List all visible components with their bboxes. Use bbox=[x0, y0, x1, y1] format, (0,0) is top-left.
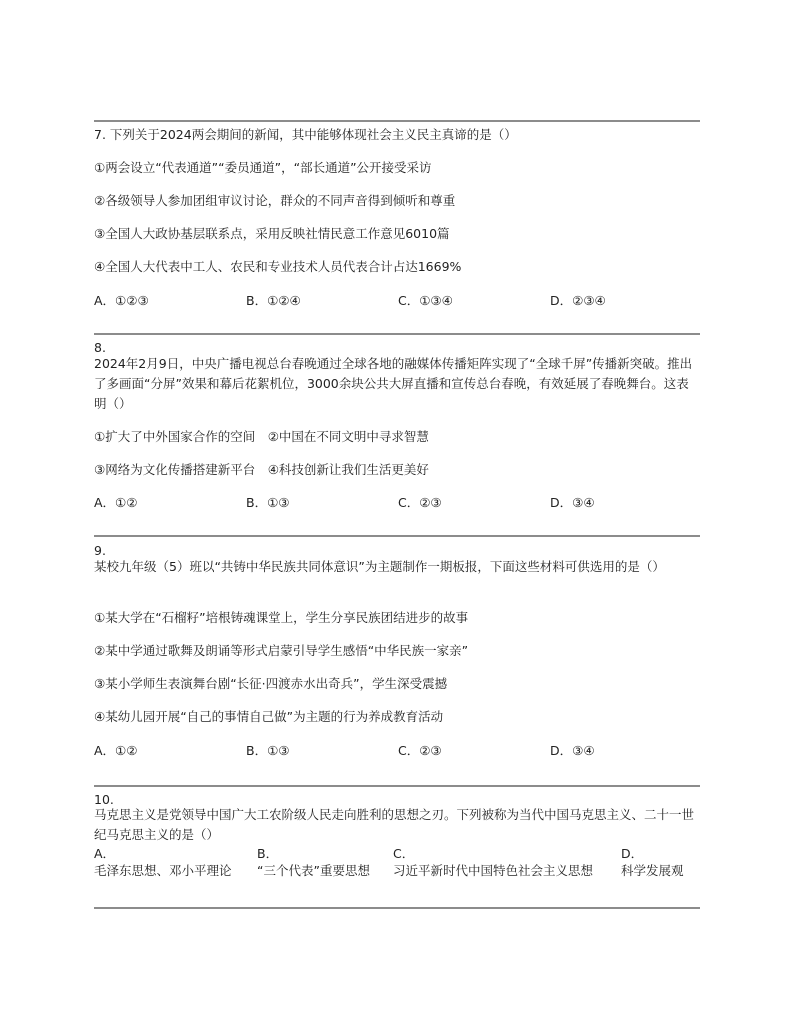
q10-option-b-letter[interactable]: B． bbox=[257, 846, 279, 861]
q9-stem: 某校九年级（5）班以“共铸中华民族共同体意识”为主题制作一期板报，下面这些材料可供选用的是（） bbox=[94, 559, 665, 574]
divider-bottom bbox=[94, 907, 700, 909]
q8-option-a[interactable]: A．①② bbox=[94, 495, 138, 510]
q7-item-4: ④全国人大代表中工人、农民和专业技术人员代表合计占达1669% bbox=[94, 259, 462, 274]
q7-item-2: ②各级领导人参加团组审议讨论，群众的不同声音得到倾听和尊重 bbox=[94, 193, 456, 208]
q8-items-row-2: ③网络为文化传播搭建新平台 ④科技创新让我们生活更美好 bbox=[94, 462, 429, 477]
q7-option-c[interactable]: C．①③④ bbox=[398, 293, 453, 308]
q7-item-3: ③全国人大政协基层联系点，采用反映社情民意工作意见6010篇 bbox=[94, 226, 450, 241]
divider-q9-top bbox=[94, 535, 700, 537]
q10-option-a-letter[interactable]: A． bbox=[94, 846, 116, 861]
q8-option-b[interactable]: B．①③ bbox=[246, 495, 290, 510]
q8-number: 8. bbox=[94, 340, 106, 355]
q10-option-a-text[interactable]: 毛泽东思想、邓小平理论 bbox=[94, 863, 232, 878]
q9-option-c[interactable]: C．②③ bbox=[398, 743, 442, 758]
q10-option-d-letter[interactable]: D． bbox=[621, 846, 644, 861]
q8-option-d[interactable]: D．③④ bbox=[550, 495, 595, 510]
q10-option-c-letter[interactable]: C． bbox=[393, 846, 415, 861]
divider-q7-top bbox=[94, 120, 700, 122]
q9-number: 9. bbox=[94, 543, 106, 558]
q10-option-d-text[interactable]: 科学发展观 bbox=[621, 863, 684, 878]
q7-item-1: ①两会设立“代表通道”“委员通道”，“部长通道”公开接受采访 bbox=[94, 160, 432, 175]
q7-option-d[interactable]: D．②③④ bbox=[550, 293, 606, 308]
divider-q10-top bbox=[94, 785, 700, 787]
q7-option-b[interactable]: B．①②④ bbox=[246, 293, 301, 308]
q8-option-c[interactable]: C．②③ bbox=[398, 495, 442, 510]
q9-option-b[interactable]: B．①③ bbox=[246, 743, 290, 758]
q9-item-3: ③某小学师生表演舞台剧“长征·四渡赤水出奇兵”，学生深受震撼 bbox=[94, 676, 448, 691]
q8-items-row-1: ①扩大了中外国家合作的空间 ②中国在不同文明中寻求智慧 bbox=[94, 429, 429, 444]
q9-option-a[interactable]: A．①② bbox=[94, 743, 138, 758]
q10-option-b-text[interactable]: “三个代表”重要思想 bbox=[257, 863, 370, 878]
q10-stem: 马克思主义是党领导中国广大工农阶级人民走向胜利的思想之刃。下列被称为当代中国马克思主义、二十一世纪马克思主义的是（） bbox=[94, 807, 695, 842]
q10-number: 10. bbox=[94, 792, 114, 807]
q9-item-1: ①某大学在“石榴籽”培根铸魂课堂上，学生分享民族团结进步的故事 bbox=[94, 610, 469, 625]
q7-stem: 7. 下列关于2024两会期间的新闻，其中能够体现社会主义民主真谛的是（） bbox=[94, 127, 517, 142]
q10-option-c-text[interactable]: 习近平新时代中国特色社会主义思想 bbox=[393, 863, 594, 878]
q7-option-a[interactable]: A．①②③ bbox=[94, 293, 149, 308]
q8-stem: 2024年2月9日，中央广播电视总台春晚通过全球各地的融媒体传播矩阵实现了“全球千屏”传播新突破。推出了多画面“分屏”效果和幕后花絮机位，3000余块公共大屏直播和宣传总台春晚，有效延展了春晚舞台。这表明（） bbox=[94, 356, 693, 411]
divider-q8-top bbox=[94, 333, 700, 335]
q9-item-2: ②某中学通过歌舞及朗诵等形式启蒙引导学生感悟“中华民族一家亲” bbox=[94, 643, 469, 658]
q9-item-4: ④某幼儿园开展“自己的事情自己做”为主题的行为养成教育活动 bbox=[94, 709, 444, 724]
q9-option-d[interactable]: D．③④ bbox=[550, 743, 595, 758]
